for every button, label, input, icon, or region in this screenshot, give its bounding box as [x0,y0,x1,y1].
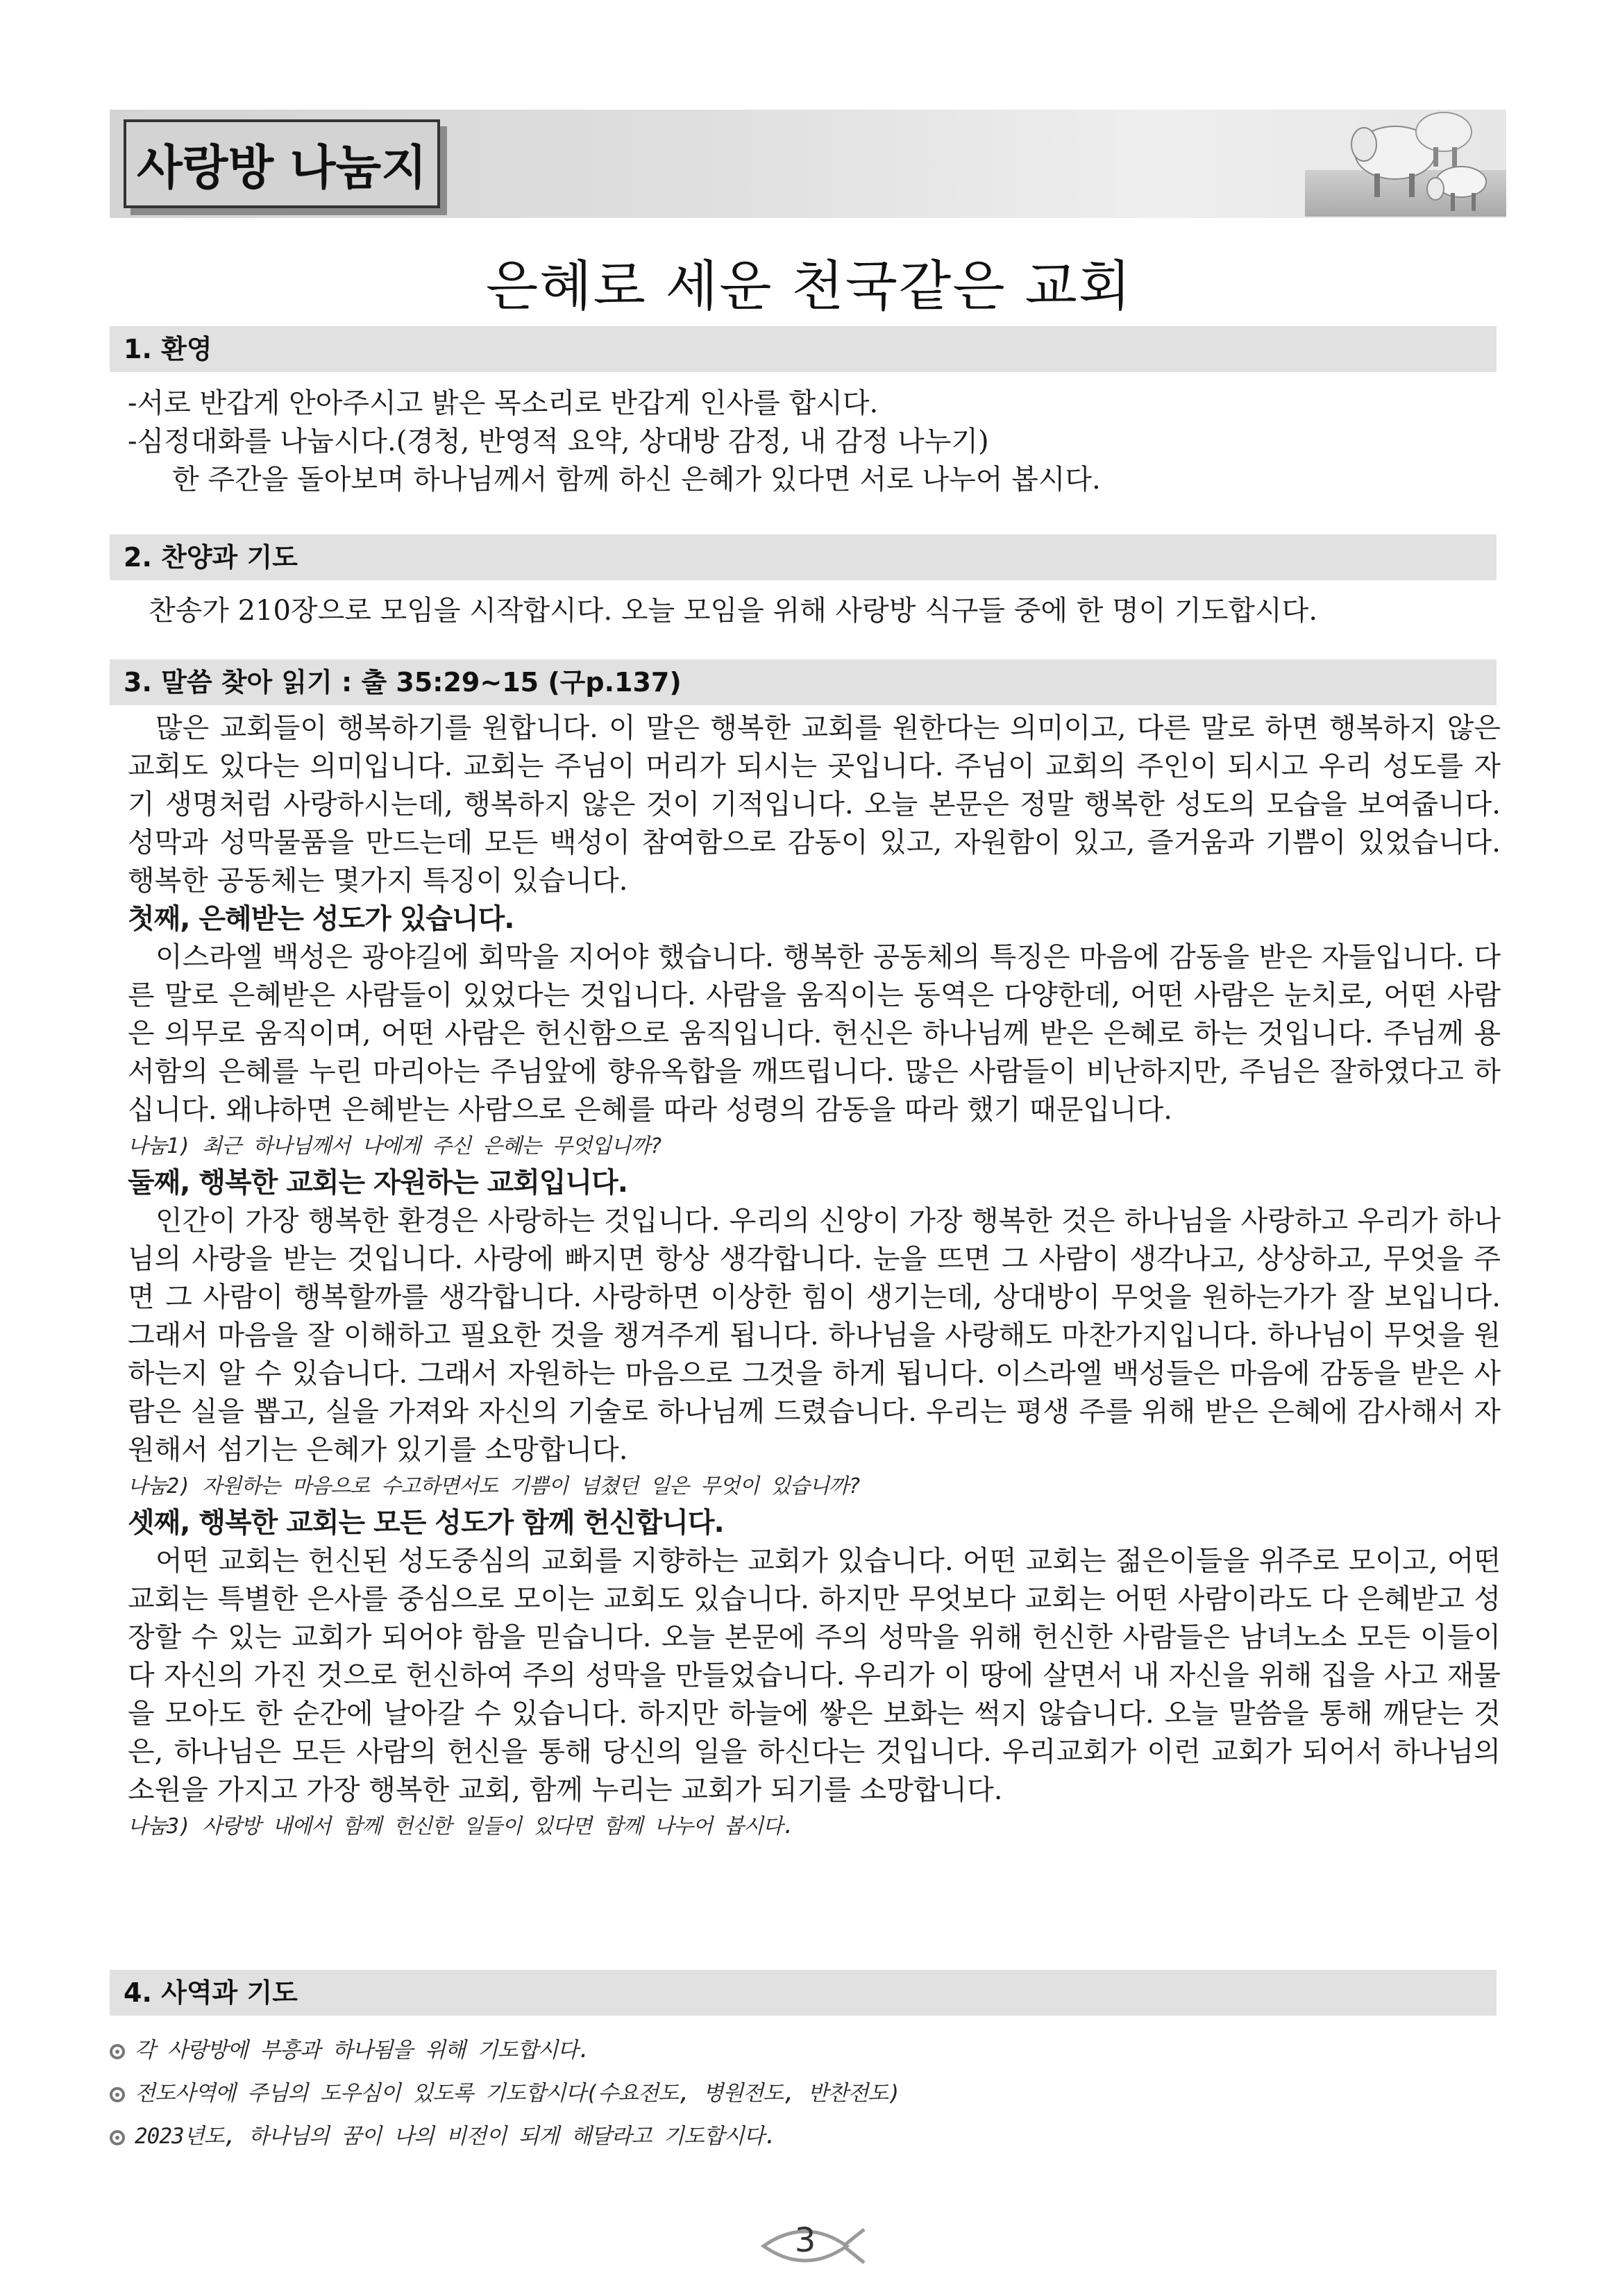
point-3-title: 셋째, 행복한 교회는 모든 성도가 함께 헌신합니다. [128,1507,724,1539]
share-question-3: 나눔3) 사랑방 내에서 함께 헌신한 일들이 있다면 함께 나누어 봅시다. [128,1814,795,1839]
scripture-intro: 많은 교회들이 행복하기를 원합니다. 이 말은 행복한 교회를 원한다는 의미이고, 다른 말로 하면 행복하지 않은 교회도 있다는 의미입니다. 교회는 주님이 머리가 되시는 곳입니다. 주님이 교회의 주인이 되시고 우리 성도를 자기 생명처럼 사랑하시는데, 행복하지 않은 것이 기적입니다. 오늘 본문은 정말 행복한 성도의 모습을 보여줍니다. 성막과 성막물품을 만드는데 모든 백성이 참여함으로 감동이 있고, 자원함이 있고, 즐거움과 기쁨이 있었습니다. 행복한 공동체는 몇가지 특징이 있습니다. [128,712,1501,897]
sheep-photo [1305,104,1506,217]
prayer-item: 2023년도, 하나님의 꿈이 나의 비전이 되게 해달라고 기도합시다. [110,2118,776,2150]
welcome-line-3: 한 주간을 돌아보며 하나님께서 함께 하신 은혜가 있다면 서로 나누어 봅시다. [172,464,1101,496]
page-number: 3 [794,2221,816,2260]
welcome-line-2: -심정대화를 나눕시다.(경청, 반영적 요약, 상대방 감정, 내 감정 나누기) [128,425,989,457]
section-heading-worship: 2. 찬양과 기도 [110,534,1497,580]
prayer-item: 각 사랑방에 부흥과 하나됨을 위해 기도합시다. [110,2032,590,2063]
section-body-worship [128,592,1501,630]
worship-text: 찬송가 210장으로 모임을 시작합시다. 오늘 모임을 위해 사랑방 식구들 중에 한 명이 기도합시다. [149,595,1318,627]
bullet-icon [110,2087,125,2102]
header-label: 사랑방 나눔지 [124,119,440,208]
share-question-2: 나눔2) 자원하는 마음으로 수고하면서도 기쁨이 넘쳤던 일은 무엇이 있습니까? [128,1474,861,1499]
section-heading-prayer: 4. 사역과 기도 [110,1970,1497,2016]
share-question-1: 나눔1) 최근 하나님께서 나에게 주신 은혜는 무엇입니까? [128,1134,662,1158]
point-2-title: 둘째, 행복한 교회는 자원하는 교회입니다. [128,1167,627,1199]
prayer-item: 전도사역에 주님의 도우심이 있도록 기도합시다(수요전도, 병원전도, 반찬전도) [110,2075,900,2107]
page-title: 은혜로 세운 천국같은 교회 [485,255,1133,318]
point-1-body: 이스라엘 백성은 광야길에 회막을 지어야 했습니다. 행복한 공동체의 특징은 마음에 감동을 받은 자들입니다. 다른 말로 은혜받은 사람들이 있었다는 것입니다. 사람을 움직이는 동역은 다양한데, 어떤 사람은 눈치로, 어떤 사람은 의무로 움직이며, 어떤 사람은 헌신함으로 움직입니다. 헌신은 하나님께 받은 은혜로 하는 것입니다. 주님께 용서함의 은혜를 누린 마리아는 주님앞에 향유옥합을 깨뜨립니다. 많은 사람들이 비난하지만, 주님은 잘하였다고 하십니다. 왜냐하면 은혜받는 사람으로 은혜를 따라 성령의 감동을 따라 했기 때문입니다. [128,941,1501,1126]
bullet-icon [110,2044,125,2059]
section-heading-scripture: 3. 말씀 찾아 읽기 : 출 35:29~15 (구p.137) [110,659,1497,705]
section-body-scripture [128,709,1501,1844]
point-2-body: 인간이 가장 행복한 환경은 사랑하는 것입니다. 우리의 신앙이 가장 행복한 것은 하나님을 사랑하고 우리가 하나님의 사랑을 받는 것입니다. 사랑에 빠지면 항상 생각합니다. 눈을 뜨면 그 사람이 생각나고, 상상하고, 무엇을 주면 그 사람이 행복할까를 생각합니다. 사랑하면 이상한 힘이 생기는데, 상대방이 무엇을 원하는가가 잘 보입니다. 그래서 마음을 잘 이해하고 필요한 것을 챙겨주게 됩니다. 하나님을 사랑해도 마찬가지입니다. 하나님이 무엇을 원하는지 알 수 있습니다. 그래서 자원하는 마음으로 그것을 하게 됩니다. 이스라엘 백성들은 마음에 감동을 받은 사람은 실을 뽑고, 실을 가져와 자신의 기술로 하나님께 드렸습니다. 우리는 평생 주를 위해 받은 은혜에 감사해서 자원해서 섬기는 은혜가 있기를 소망합니다. [128,1205,1501,1466]
section-heading-welcome: 1. 환영 [110,326,1497,372]
point-3-body: 어떤 교회는 헌신된 성도중심의 교회를 지향하는 교회가 있습니다. 어떤 교회는 젊은이들을 위주로 모이고, 어떤 교회는 특별한 은사를 중심으로 모이는 교회도 있습니다. 하지만 무엇보다 교회는 어떤 사람이라도 다 은혜받고 성장할 수 있는 교회가 되어야 함을 믿습니다. 오늘 본문에 주의 성막을 위해 헌신한 사람들은 남녀노소 모든 이들이 다 자신의 가진 것으로 헌신하여 주의 성막을 만들었습니다. 우리가 이 땅에 살면서 내 자신을 위해 집을 사고 재물을 모아도 한 순간에 날아갈 수 있습니다. 하지만 하늘에 쌓은 보화는 썩지 않습니다. 오늘 말씀을 통해 깨닫는 것은, 하나님은 모든 사람의 헌신을 통해 당신의 일을 하신다는 것입니다. 우리교회가 이런 교회가 되어서 하나님의 소원을 가지고 가장 행복한 교회, 함께 누리는 교회가 되기를 소망합니다. [128,1545,1501,1806]
section-body-welcome [128,385,1501,499]
point-1-title: 첫째, 은혜받는 성도가 있습니다. [128,903,514,935]
welcome-line-1: -서로 반갑게 안아주시고 밝은 목소리로 반갑게 인사를 합시다. [128,387,879,419]
bullet-icon [110,2130,125,2145]
